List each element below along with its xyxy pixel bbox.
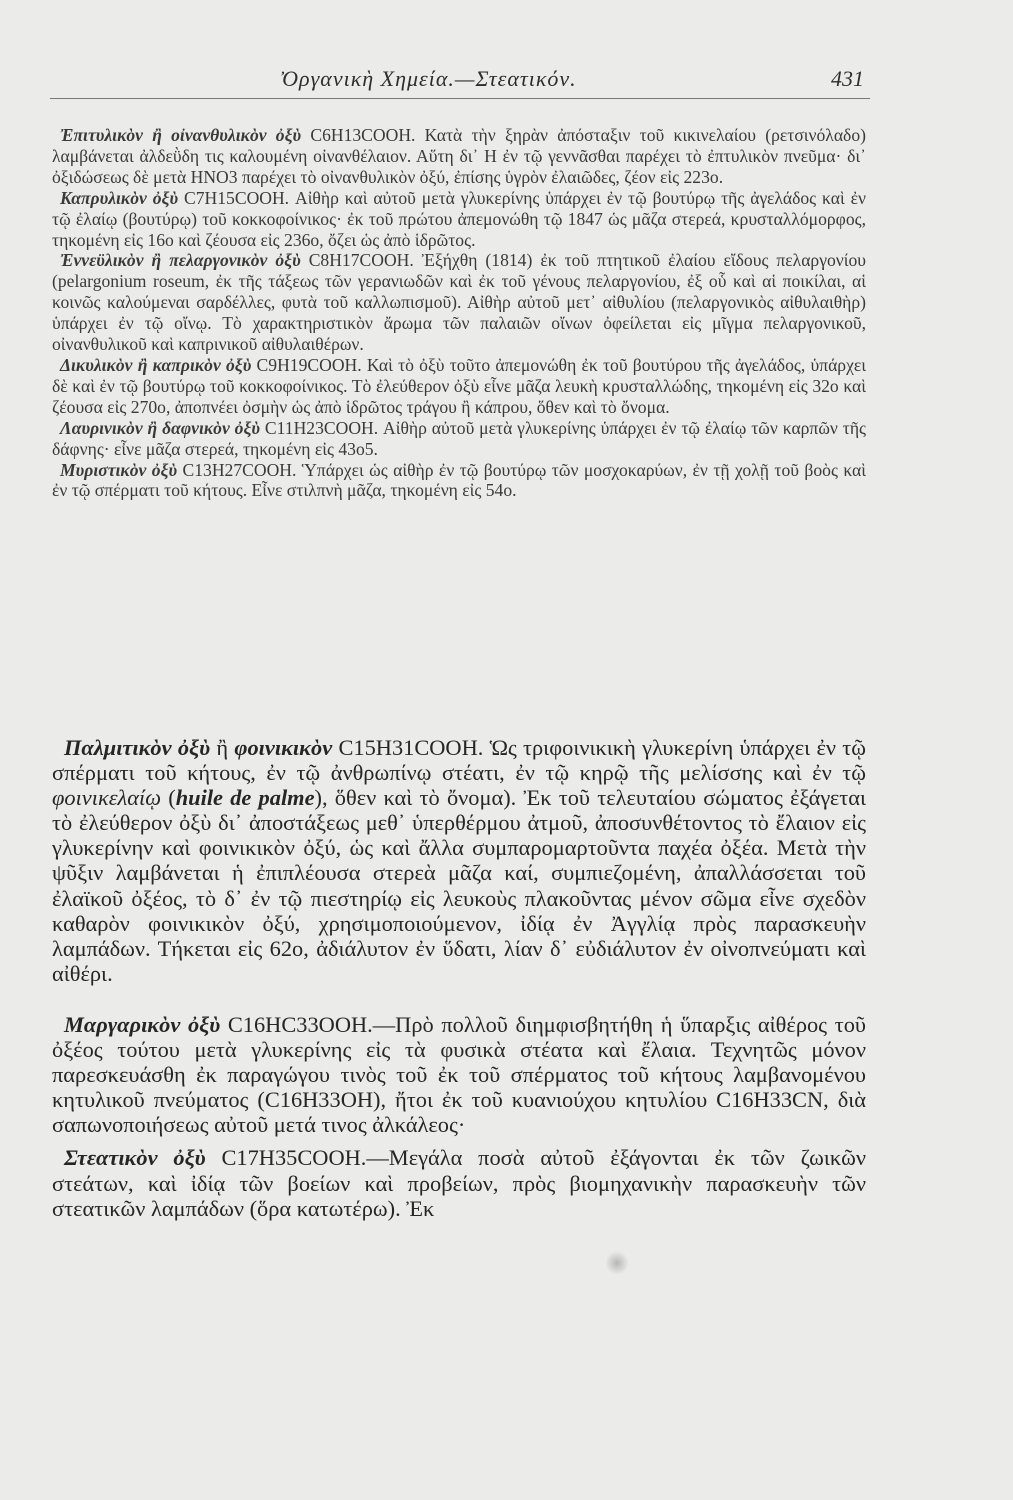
- term-heading: Λαυρινικὸν ἢ δαφνικὸν ὀξὺ: [60, 417, 260, 438]
- paragraph-text: C15H31COOH. Ὡς τριφοινικικὴ γλυκερίνη ὑπάρχει ἐν τῷ σπέρματι τοῦ κήτους, ἐν τῷ ἀνθρωπίνῳ στέατι, ἐν τῷ κηρῷ τῆς μελίσσης καὶ ἐν τῷ: [52, 735, 867, 786]
- term-heading: Μυριστικὸν ὀξὺ: [60, 459, 178, 480]
- paragraph-text: ἢ: [210, 735, 235, 760]
- paragraph-text: C6H13COOH. Κατὰ τὴν ξηρὰν ἀπόσταξιν τοῦ κικινελαίου (ρετσινόλαδο) λαμβάνεται ἀλδεῢδη τις καλουμένη οἰνανθέλαιον. Αὕτη δι᾽ Η ἐν τῷ γεννᾶσθαι παρέχει τὸ ἐπτυλικὸν πνεῦμα· δι᾽ ὀξιδώσεως δὲ μετὰ HNO3 παρέχει τὸ οἰνανθυλικὸν ὀξύ, ἐπίσης ὑγρὸν ἐλαιῶδες, ζέον εἰς 223ο.: [52, 125, 866, 187]
- paragraph-margaric-acid: [52, 1012, 866, 1137]
- term-heading: Παλμιτικὸν ὀξὺ: [64, 735, 211, 760]
- header-rule: [50, 98, 870, 99]
- term-synonym: φοινικικὸν: [234, 735, 333, 760]
- paragraph-lauric-acid: [52, 418, 866, 460]
- term-heading: Ἐπιτυλικὸν ἢ οἰνανθυλικὸν ὀξὺ: [60, 125, 302, 145]
- term-heading: Στεατικὸν ὀξὺ: [64, 1145, 206, 1171]
- paragraph-text: C7H15COOH. Αἰθὴρ καὶ αὐτοῦ μετὰ γλυκερίνης ὑπάρχει ἐν τῷ βουτύρῳ τῆς ἀγελάδος καὶ ἐν τῷ ἐλαίῳ (βουτύρῳ) τοῦ κοκκοφοίνικος· ἐκ τοῦ πρώτου ἀπεμονώθη τῷ 1847 ὡς μᾶζα στερεά, κρυσταλλόμορφος, τηκομένη εἰς 16ο καὶ ζέουσα εἰς 236ο, ὄζει ὡς ἀπὸ ἱδρῶτος.: [52, 187, 866, 250]
- term-heading: Μαργαρικὸν ὀξὺ: [64, 1011, 221, 1037]
- term-heading: Δικυλικὸν ἢ καπρικὸν ὀξὺ: [60, 354, 252, 375]
- small-print-section: [52, 125, 866, 501]
- ink-smudge: [606, 1250, 628, 1276]
- paragraph-heptylic-acid: [52, 125, 866, 188]
- term-heading: Καπρυλικὸν ὀξὺ: [60, 187, 179, 208]
- paragraph-capric-acid: [52, 355, 866, 418]
- italic-word: φοινικελαίῳ: [52, 785, 162, 811]
- term-heading: Ἐννεϋλικὸν ἢ πελαργονικὸν ὀξὺ: [60, 250, 301, 271]
- running-header: [50, 62, 870, 102]
- header-title: Ὀργανικὴ Χημεία.—Στεατικόν.: [280, 66, 577, 91]
- paragraph-palmitic-acid: [52, 735, 866, 986]
- french-term: huile de palme: [175, 785, 315, 811]
- page-number: 431: [831, 66, 864, 91]
- paragraph-stearic-acid: [52, 1145, 866, 1220]
- paragraph-text: C8H17COOH. Ἐξήχθη (1814) ἐκ τοῦ πτητικοῦ ἐλαίου εἴδους πελαργονίου (pelargonium roseum, ἐκ τῆς τάξεως τῶν γερανιωδῶν καὶ ἐκ τοῦ γένους πελαργονίου, ἐξ οὗ καὶ αἱ ποικίλαι, αἱ κοινῶς καλούμεναι σαρδέλλες, φυτὰ τοῦ καλλωπισμοῦ). Αἰθὴρ αὐτοῦ μετ᾽ αἰθυλίου (πελαργονικὸς αἰθυλαιθὴρ) ὑπάρχει ἐν τῷ οἴνῳ. Τὸ χαρακτηριστικὸν ἄρωμα τῶν παλαιῶν οἴνων ὀφείλεται εἰς μῖγμα πελαργονικοῦ, οἰνανθυλικοῦ καὶ καπρινικοῦ αἰθυλαιθέρων.: [52, 250, 866, 355]
- paragraph-text: C9H19COOH. Καὶ τὸ ὀξὺ τοῦτο ἀπεμονώθη ἐκ τοῦ βουτύρου τῆς ἀγελάδος, ὑπάρχει δὲ καὶ ἐν τῷ βουτύρῳ τοῦ κοκκοφοίνικος. Τὸ ἐλεύθερον ὀξὺ εἶνε μᾶζα λευκὴ κρυσταλλώδης, τηκομένη εἰς 32ο καὶ ζέουσα εἰς 270ο, ἀποπνέει ὀσμὴν ὡς ἀπὸ ἱδρῶτος τράγου ἢ κάπρου, ὅθεν καὶ τὸ ὄνομα.: [52, 354, 867, 417]
- paragraph-text: C17H35COOH.—Μεγάλα ποσὰ αὐτοῦ ἐξάγονται ἐκ τῶν ζωικῶν στεάτων, καὶ ἰδίᾳ τῶν βοείων καὶ προβείων, πρὸς βιομηχανικὴν παρασκευὴν τῶν στεατικῶν λαμπάδων (ὅρα κατωτέρω). Ἐκ: [52, 1145, 867, 1221]
- paragraph-pelargonic-acid: [52, 250, 866, 355]
- paragraph-text: C16HC33OOH.—Πρὸ πολλοῦ διημφισβητήθη ἡ ὕπαρξις αἰθέρος τοῦ ὀξέος τούτου μετὰ γλυκερίνης εἰς τὰ φυσικὰ στέατα καὶ ἔλαια. Τεχνητῶς μόνον παρεσκευάσθη ἐκ παραγώγου τινὸς τοῦ ἐκ τοῦ σπέρματος τοῦ κήτους λαμβανομένου κητυλικοῦ πνεύματος (C16H33OH), ἤτοι ἐκ τοῦ κυανιούχου κητυλίου C16H33CN, διὰ σαπωνοποιήσεως αὐτοῦ μετά τινος ἀλκάλεος·: [52, 1011, 866, 1138]
- paragraph-text: C11H23COOH. Αἰθὴρ αὐτοῦ μετὰ γλυκερίνης ὑπάρχει ἐν τῷ ἐλαίῳ τῶν καρπῶν τῆς δάφνης· εἶνε μᾶζα στερεά, τηκομένη εἰς 43ο5.: [52, 417, 866, 459]
- large-print-section: [52, 735, 866, 1221]
- paragraph-text: ), ὅθεν καὶ τὸ ὄνομα). Ἐκ τοῦ τελευταίου σώματος ἐξάγεται τὸ ἐλεύθερον ὀξὺ δι᾽ ἀποστάξεως μεθ᾽ ὑπερθέρμου ἀτμοῦ, ἀποσυνθέτοντος τὸ ἔλαιον εἰς γλυκερίνην καὶ φοινικικὸν ὀξύ, ὡς καὶ ἄλλα συμπαρομαρτοῦντα παχέα ὀξέα. Μετὰ τὴν ψῦξιν λαμβάνεται ἡ ἐπιπλέουσα στερεὰ μᾶζα καί, συμπιεζομένη, ἀπαλλάσσεται τοῦ ἐλαϊκοῦ ὀξέος, τὸ δ᾽ ἐν τῷ πιεστηρίῳ εἰς λευκοὺς πλακοῦντας μένον σῶμα εἶνε σχεδὸν καθαρὸν φοινικικὸν ὀξύ, χρησιμοποιούμενον, ἰδίᾳ ἐν Ἀγγλίᾳ πρὸς παρασκευὴν λαμπάδων. Τήκεται εἰς 62ο, ἀδιάλυτον ἐν ὕδατι, λίαν δ᾽ εὐδιάλυτον ἐν οἰνοπνεύματι καὶ αἰθέρι.: [52, 785, 866, 986]
- paragraph-myristic-acid: [52, 460, 866, 502]
- paragraph-text: (: [161, 785, 176, 811]
- paragraph-caprylic-acid: [52, 188, 866, 251]
- paragraph-text: C13H27COOH. Ὑπάρχει ὡς αἰθὴρ ἐν τῷ βουτύρῳ τῶν μοσχοκαρύων, ἐν τῇ χολῇ τοῦ βοὸς καὶ ἐν τῷ σπέρματι τοῦ κήτους. Εἶνε στιλπνὴ μᾶζα, τηκομένη εἰς 54ο.: [52, 459, 866, 501]
